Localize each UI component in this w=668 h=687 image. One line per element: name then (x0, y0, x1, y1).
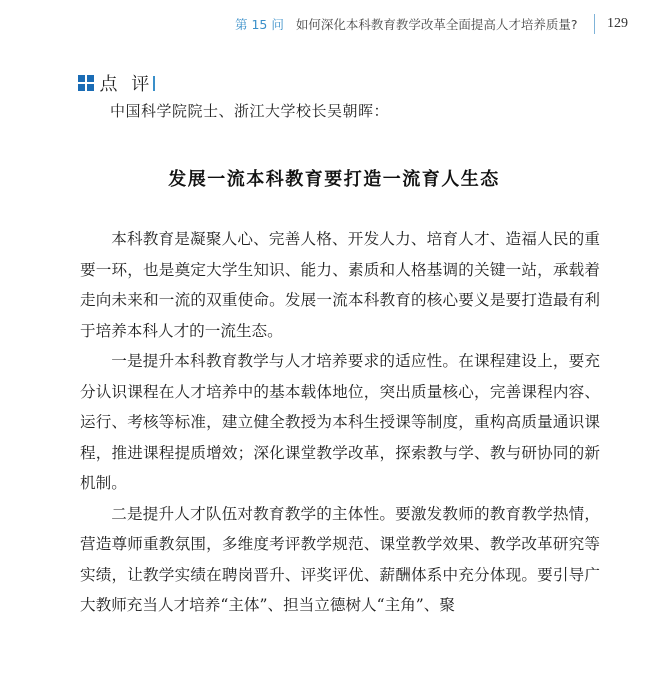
chapter-number: 第 15 问 (235, 17, 284, 32)
vertical-bar-mark (153, 76, 155, 91)
paragraph: 本科教育是凝聚人心、完善人格、开发人力、培育人才、造福人民的重要一环，也是奠定大学生知识、能力、素质和人格基调的关键一站，承载着走向未来和一流的双重使命。发展一流本科教育的核心要义是要打造最有利于培养本科人才的一流生态。 (80, 230, 600, 340)
attribution: 中国科学院院士、浙江大学校长吴朝晖： (110, 102, 390, 120)
running-head (235, 14, 628, 34)
paragraph: 一是提升本科教育教学与人才培养要求的适应性。在课程建设上，要充分认识课程在人才培养中的基本载体地位，突出质量核心，完善课程内容、运行、考核等标准，建立健全教授为本科生授课等制度，重构高质量通识课程，推进课程提质增效；深化课堂教学改革，探索教与学、教与研协同的新机制。 (80, 352, 600, 492)
header-divider (594, 14, 596, 34)
article-body (80, 224, 600, 621)
chapter-title: 如何深化本科教育教学改革全面提高人才培养质量? (295, 17, 578, 32)
grid-square-icon (78, 75, 94, 91)
section-label: 点 评 (99, 74, 154, 95)
section-heading (78, 70, 155, 96)
page-number: 129 (607, 16, 628, 31)
paragraph: 二是提升人才队伍对教育教学的主体性。要激发教师的教育教学热情，营造尊师重教氛围，多维度考评教学规范、课堂教学效果、教学改革研究等实绩，让教学实绩在聘岗晋升、评奖评优、薪酬体系中充分体现。要引导广大教师充当人才培养“主体”、担当立德树人“主角”、聚 (80, 504, 600, 614)
article-title: 发展一流本科教育要打造一流育人生态 (168, 169, 500, 190)
